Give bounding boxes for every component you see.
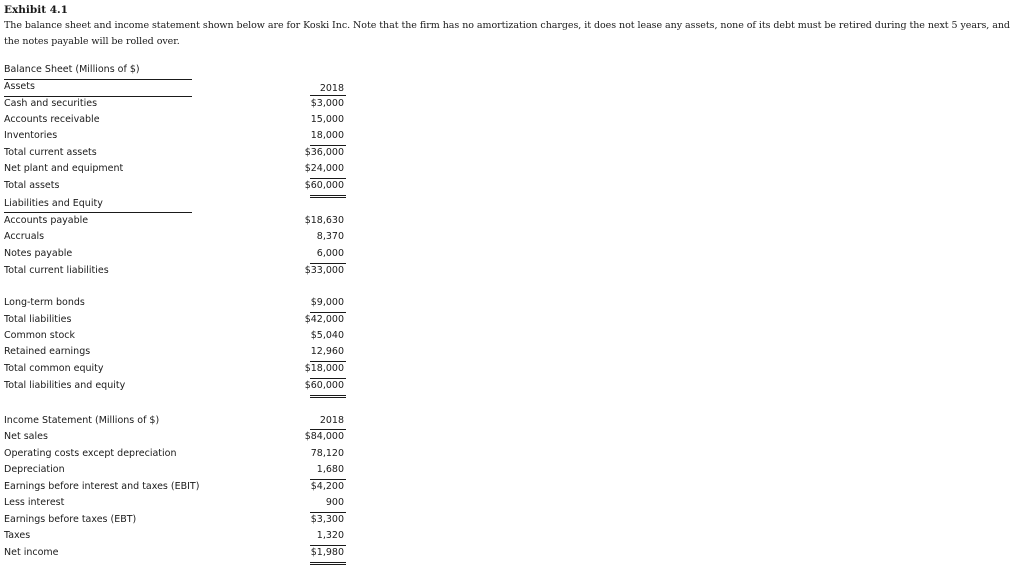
row-value: $24,000 (304, 163, 344, 174)
table-row (0, 214, 360, 231)
row-value: $3,300 (310, 514, 344, 525)
row-value: $84,000 (304, 431, 344, 442)
row-value: $36,000 (304, 147, 344, 158)
row-label: Depreciation (4, 464, 65, 475)
row-value: $33,000 (304, 265, 344, 276)
row-value: $18,630 (304, 215, 344, 226)
table-row (0, 345, 360, 362)
row-value: $5,040 (310, 330, 344, 341)
divider (310, 95, 346, 96)
row-value: $3,000 (310, 98, 344, 109)
row-value: $60,000 (304, 380, 344, 391)
row-label: Earnings before taxes (EBT) (4, 514, 137, 525)
assets-heading: Assets (4, 81, 35, 92)
row-label: Accruals (4, 231, 45, 242)
row-label: Net sales (4, 431, 48, 442)
table-row (0, 430, 360, 447)
table-row (0, 480, 360, 497)
row-value: $18,000 (304, 363, 344, 374)
assets-heading-row (0, 80, 360, 97)
row-label: Long-term bonds (4, 297, 85, 308)
row-label: Notes payable (4, 248, 73, 259)
divider (310, 397, 346, 398)
row-label: Total liabilities and equity (4, 380, 126, 391)
divider (310, 562, 346, 563)
divider (310, 195, 346, 196)
table-row (0, 146, 360, 163)
row-label: Total current liabilities (4, 265, 109, 276)
row-value: $1,980 (310, 547, 344, 558)
table-row (0, 129, 360, 146)
row-value: $42,000 (304, 314, 344, 325)
row-label: Retained earnings (4, 346, 91, 357)
table-row (0, 513, 360, 530)
row-label: Net plant and equipment (4, 163, 124, 174)
row-label: Taxes (4, 530, 31, 541)
exhibit-intro: The balance sheet and income statement shown below are for Koski Inc. Note that the firm has no amortization charges, it does not lease any assets, none of its debt must be retired during the next 5 years, and the notes payable will be rolled over. (4, 20, 1010, 47)
table-row (0, 463, 360, 480)
divider (310, 564, 346, 565)
table-row (0, 546, 360, 563)
row-value: $4,200 (310, 481, 344, 492)
row-label: Total liabilities (4, 314, 72, 325)
row-value: 8,370 (316, 231, 344, 242)
liabilities-heading: Liabilities and Equity (4, 198, 103, 209)
row-label: Total common equity (4, 363, 104, 374)
divider (4, 212, 192, 213)
income-statement-heading-row (0, 414, 360, 431)
table-row (0, 379, 360, 396)
table-row (0, 247, 360, 264)
table-row (0, 447, 360, 464)
table-row (0, 264, 360, 281)
row-value: $60,000 (304, 180, 344, 191)
row-label: Operating costs except depreciation (4, 448, 177, 459)
table-row (0, 296, 360, 313)
income-statement-heading: Income Statement (Millions of $) (4, 415, 160, 426)
row-value: 1,680 (316, 464, 344, 475)
balance-sheet-year: 2018 (319, 83, 344, 94)
table-row (0, 162, 360, 179)
row-label: Earnings before interest and taxes (EBIT) (4, 481, 200, 492)
row-value: 78,120 (310, 448, 344, 459)
row-label: Accounts payable (4, 215, 89, 226)
row-value: $9,000 (310, 297, 344, 308)
row-label: Total assets (4, 180, 60, 191)
table-row (0, 496, 360, 513)
table-row (0, 529, 360, 546)
table-row (0, 97, 360, 114)
row-label: Inventories (4, 130, 58, 141)
row-value: 12,960 (310, 346, 344, 357)
balance-sheet-heading-row (0, 63, 360, 80)
row-value: 15,000 (310, 114, 344, 125)
row-label: Less interest (4, 497, 65, 508)
row-value: 900 (325, 497, 344, 508)
table-row (0, 362, 360, 379)
row-label: Accounts receivable (4, 114, 100, 125)
table-row (0, 230, 360, 247)
row-value: 18,000 (310, 130, 344, 141)
table-row (0, 313, 360, 330)
table-row (0, 113, 360, 130)
row-value: 6,000 (316, 248, 344, 259)
row-label: Net income (4, 547, 59, 558)
row-value: 1,320 (316, 530, 344, 541)
exhibit-title: Exhibit 4.1 (4, 4, 68, 16)
row-label: Total current assets (4, 147, 97, 158)
table-row (0, 329, 360, 346)
divider (310, 395, 346, 396)
row-label: Cash and securities (4, 98, 98, 109)
row-label: Common stock (4, 330, 76, 341)
balance-sheet-heading: Balance Sheet (Millions of $) (4, 64, 140, 75)
table-row (0, 179, 360, 196)
income-statement-year: 2018 (319, 415, 344, 426)
